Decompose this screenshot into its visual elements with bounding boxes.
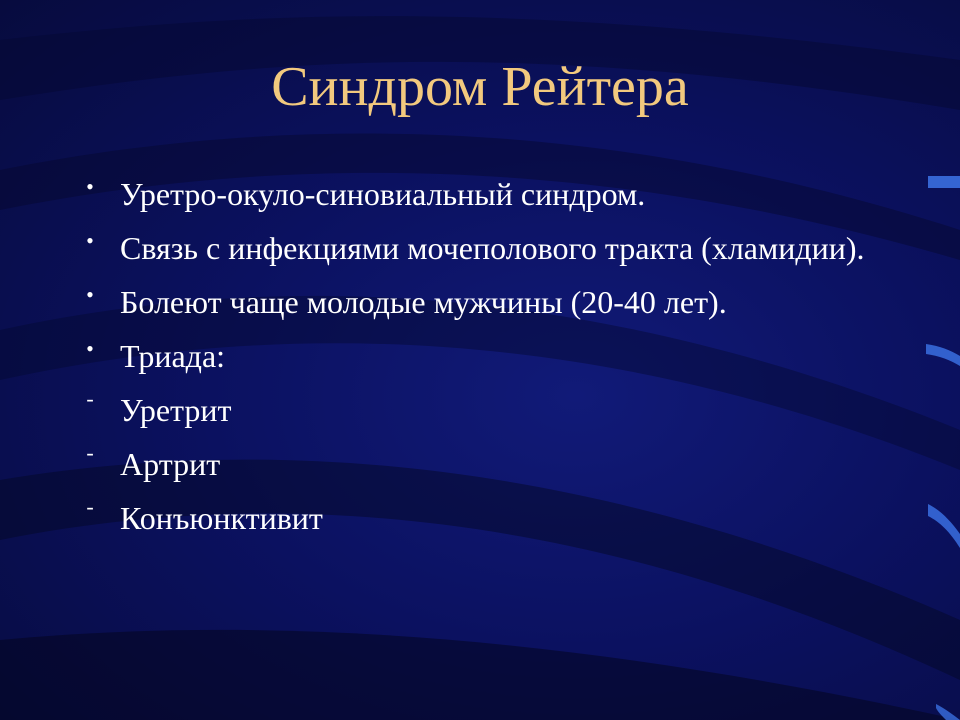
dash-icon: -	[86, 440, 94, 465]
list-item-text: Уретрит	[120, 392, 232, 428]
dash-icon: -	[86, 386, 94, 411]
list-item	[80, 386, 920, 434]
bullet-icon: •	[86, 336, 94, 361]
list-item-text: Уретро-окуло-синовиальный синдром.	[120, 176, 646, 212]
bullet-icon: •	[86, 174, 94, 199]
bullet-list	[80, 170, 920, 548]
bullet-icon: •	[86, 228, 94, 253]
list-item	[80, 224, 920, 272]
list-item-text: Триада:	[120, 338, 226, 374]
list-item	[80, 440, 920, 488]
list-item-text: Артрит	[120, 446, 221, 482]
list-item-text: Болеют чаще молодые мужчины (20-40 лет).	[120, 284, 727, 320]
list-item	[80, 278, 920, 326]
bullet-icon: •	[86, 282, 94, 307]
list-item-text: Конъюнктивит	[120, 500, 323, 536]
list-item	[80, 494, 920, 542]
list-item-text: Связь с инфекциями мочеполового тракта (хламидии).	[120, 230, 865, 266]
list-item	[80, 332, 920, 380]
dash-icon: -	[86, 494, 94, 519]
slide-title: Синдром Рейтера	[271, 56, 689, 118]
list-item	[80, 170, 920, 218]
